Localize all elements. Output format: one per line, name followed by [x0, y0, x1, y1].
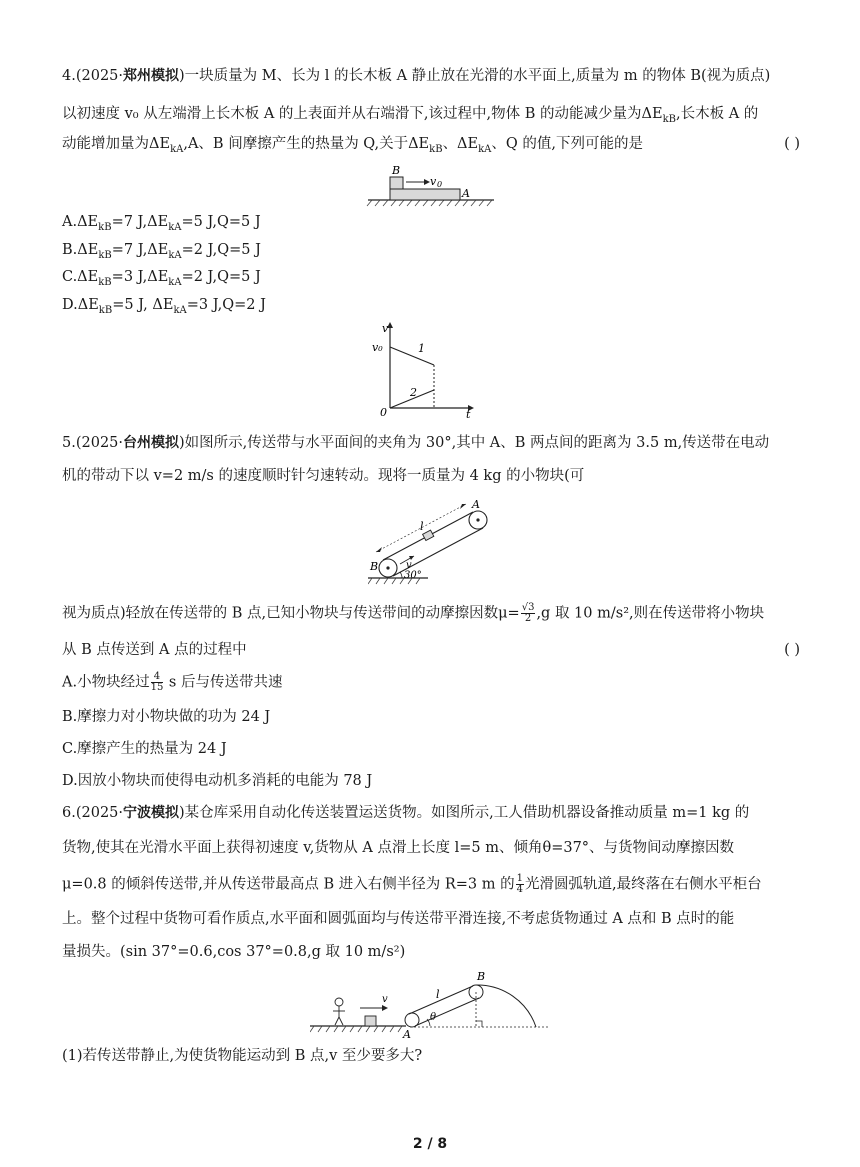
q4-board-figure: [366, 162, 496, 208]
q5-fig-label-v: v: [406, 560, 412, 571]
q5-option-b[interactable]: B.摩擦力对小物块做的功为 24 J: [62, 709, 271, 725]
q4-option-a[interactable]: $A.\Delta E_{kB}=7$ $J,\Delta E_{kA}=5$ J,Q=5 J: [62, 214, 261, 233]
q5-fig-label-a: A: [472, 498, 480, 511]
q5-option-c[interactable]: C.摩擦产生的热量为 24 J: [62, 741, 227, 757]
q5-option-a[interactable]: A.小物块经过 $\frac{4}{15}$ s 后与传送带共速: [62, 671, 283, 693]
q5-option-d[interactable]: D.因放小物块而使得电动机多消耗的电能为 78 J: [62, 773, 373, 789]
q4-source: 郑州模拟: [123, 68, 180, 84]
q4-option-d[interactable]: $D.\Delta E_{kB}=5$ J, $\Delta E_{kA}=3$ J,Q=2 J: [62, 297, 266, 316]
q6-fig-label-l: l: [436, 988, 440, 1001]
q6-conveyor-figure: [310, 970, 550, 1040]
vt-axis-v: v: [382, 322, 389, 335]
vt-v0: v₀: [372, 341, 383, 354]
q6-fig-label-a: A: [403, 1028, 411, 1040]
q5-line4: 从 B 点传送到 A 点的过程中: [62, 642, 247, 658]
q6-line3: μ=0.8 的倾斜传送带,并从传送带最高点 B 进入右侧半径为 R=3 m 的 $\frac{1}{4}$ 光滑圆弧轨道,最终落在右侧水平柜台: [62, 873, 762, 895]
q4-fig-label-b: B: [392, 164, 401, 177]
q6-fig-label-b: B: [477, 970, 486, 983]
q5-line2: 机的带动下以 v=2 m/s 的速度顺时针匀速转动。现将一质量为 4 kg 的小物块(可: [62, 468, 585, 484]
vt-line1-label: 1: [418, 342, 425, 355]
q4-option-c[interactable]: $C.\Delta E_{kB}=3$ $J,\Delta E_{kA}=2$ J,Q=5 J: [62, 269, 261, 288]
q5-source: 台州模拟: [123, 435, 180, 451]
q5-fig-label-b: B: [370, 560, 379, 573]
q5-answer-paren: ( ): [784, 642, 800, 658]
vt-line2-label: 2: [410, 386, 417, 399]
q5-conveyor-figure: [368, 494, 498, 586]
vt-axis-t: t: [466, 408, 471, 420]
q4-fig-label-v: v: [430, 175, 437, 188]
q6-fig-label-theta: θ: [430, 1012, 437, 1023]
q6-line1: 6.(2025·宁波模拟)某仓库采用自动化传送装置运送货物。如图所示,工人借助机器设备推动质量 m=1 kg 的: [62, 805, 750, 821]
q5-line3: 视为质点)轻放在传送带的 B 点,已知小物块与传送带间的动摩擦因数μ= $\frac{√3}{2}$ ,g 取 10 m/s²,则在传送带将小物块: [62, 602, 765, 624]
q6-line4: 上。整个过程中货物可看作质点,水平面和圆弧面均与传送带平滑连接,不考虑货物通过 A 点和 B 点时的能: [62, 911, 735, 927]
q5-fig-angle: 30°: [404, 570, 422, 581]
q5-line1: 5.(2025·台州模拟)如图所示,传送带与水平面间的夹角为 30°,其中 A、B 两点间的距离为 3.5 m,传送带在电动: [62, 435, 770, 451]
q4-option-b[interactable]: $B.\Delta E_{kB}=7$ $J,\Delta E_{kA}=2$ J,Q=5 J: [62, 242, 261, 261]
q6-quarter-fraction: $\frac{1}{4}$: [516, 873, 523, 895]
q6-line5: 量损失。(sin 37°=0.6,cos 37°=0.8,g 取 10 m/s²): [62, 944, 406, 960]
q4-line2: 以初速度 v₀ 从左端滑上长木板 A 的上表面并从右端滑下,该过程中,物体 B 的动能减少量为$\Delta E_{kB}$,长木板 A 的: [62, 106, 759, 125]
vt-origin: 0: [380, 406, 387, 419]
q6-line2: 货物,使其在光滑水平面上获得初速度 v,货物从 A 点滑上长度 l=5 m、倾角θ=37°、与货物间动摩擦因数: [62, 840, 735, 856]
page-number: 2 / 8: [412, 1136, 448, 1152]
q6-sub1: (1)若传送带静止,为使货物能运动到 B 点,v 至少要多大?: [62, 1048, 423, 1064]
q6-fig-label-v: v: [382, 994, 388, 1005]
q5-mu-fraction: $\frac{√3}{2}$: [521, 602, 535, 624]
q4-answer-paren: ( ): [784, 136, 800, 152]
q5-fig-label-l: l: [420, 520, 424, 533]
svg-text:0: 0: [437, 180, 443, 189]
q4-fig-label-a: A: [462, 187, 470, 200]
q6-source: 宁波模拟: [123, 805, 180, 821]
q4-line1: 4.(2025·郑州模拟)一块质量为 M、长为 l 的长木板 A 静止放在光滑的水平面上,质量为 m 的物体 B(视为质点): [62, 68, 771, 84]
q4-line3: 动能增加量为$\Delta E_{kA},A$、B 间摩擦产生的热量为 Q,关于$\Delta E_{kB}$、$\Delta E_{kA}$、Q 的值,下列可能的是: [62, 136, 644, 155]
vt-graph: [368, 320, 478, 420]
